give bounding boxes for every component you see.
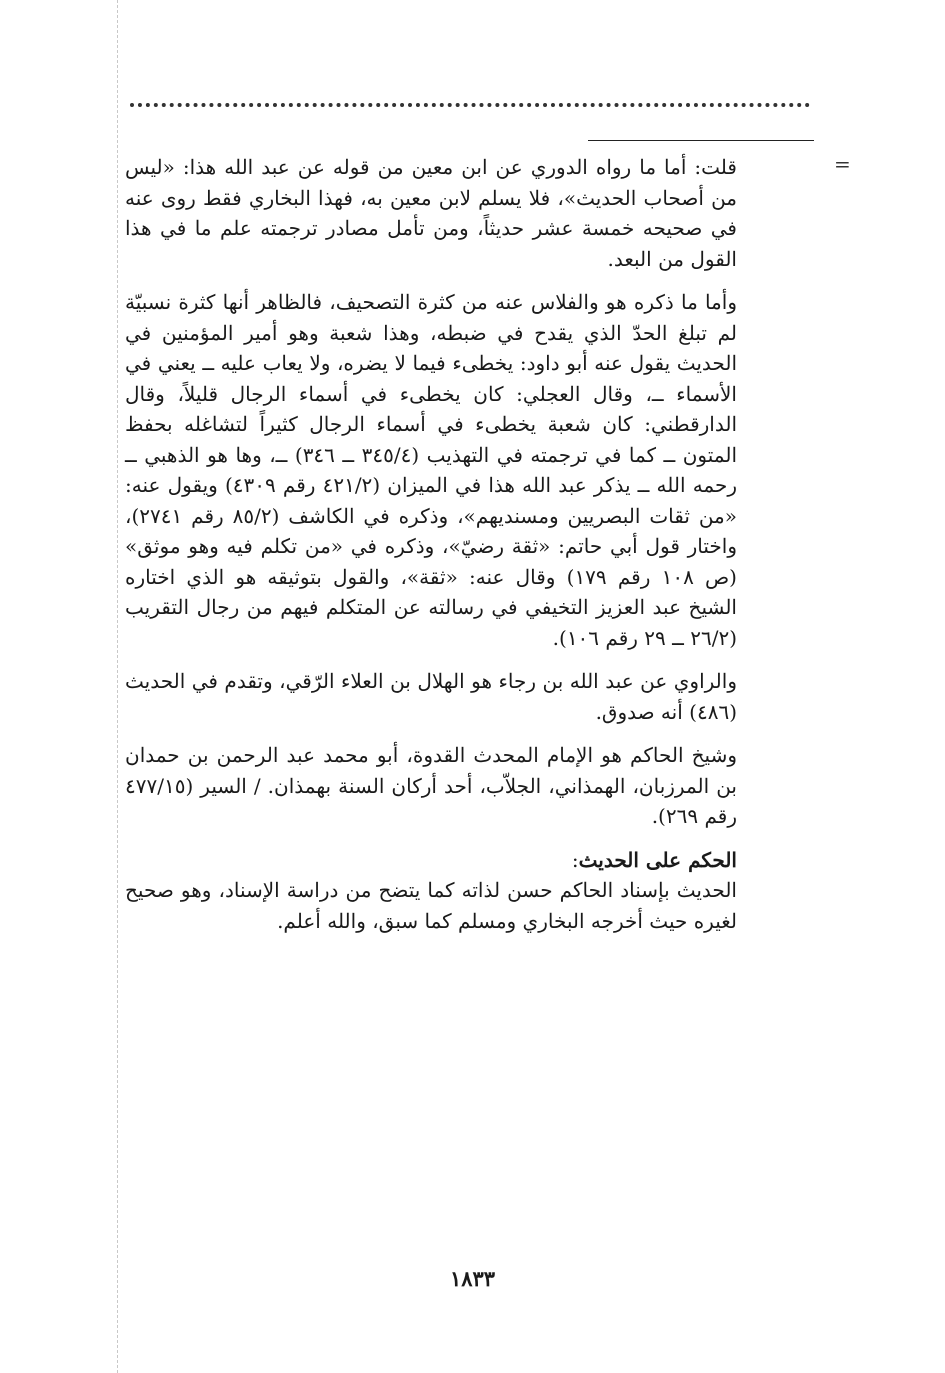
paragraph-ibn-maeen: قلت: أما ما رواه الدوري عن ابن معين من قوله عن عبد الله هذا: «ليس من أصحاب الحديث»، فلا يسلم لابن معين به، فهذا البخاري فقط روى عنه في صحيحه خمسة عشر حديثاً، ومن تأمل مصادر ترجمته علم ما في هذا القول من البعد. xyxy=(125,155,737,271)
page-number: ١٨٣٣ xyxy=(449,1266,496,1291)
dotted-separator xyxy=(130,103,810,107)
footnote-rule xyxy=(588,140,814,141)
heading-colon: : xyxy=(571,847,579,872)
continuation-mark: = xyxy=(834,152,851,176)
heading-text: الحكم على الحديث xyxy=(578,847,737,872)
paragraph-tashif: وأما ما ذكره هو والفلاس عنه من كثرة التصحيف، فالظاهر أنها كثرة نسبيّة لم تبلغ الحدّ الذي يقدح في ضبطه، وهذا شعبة وهو أمير المؤمنين في الحديث يقول عنه أبو داود: يخطىء فيما لا يضره، ولا يعاب عليه ــ يعني في الأسماء ــ، وقال العجلي: كان يخطىء في أسماء الرجال قليلاً، وقال الدارقطني: كان شعبة يخطىء في أسماء الرجال كثيراً لتشاغله بحفظ المتون ــ كما في ترجمته في التهذيب (٣٤٥/٤ ــ ٣٤٦) ــ، وها هو الذهبي ــ رحمه الله ــ يذكر عبد الله هذا في الميزان (٤٢١/٢ رقم ٤٣٠٩) ويقول عنه: «من ثقات البصريين ومسنديهم»، وذكره في الكاشف (٨٥/٢ رقم ٢٧٤١)، واختار قول أبي حاتم: «ثقة رضيّ»، وذكره في «من تكلم فيه وهو موثق» (ص ١٠٨ رقم ١٧٩) وقال عنه: «ثقة»، والقول بتوثيقه هو الذي اختاره الشيخ عبد العزيز التخيفي في رسالته عن المتكلم فيهم من رجال التقريب (٢٦/٢ ــ ٢٩ رقم ١٠٦). xyxy=(125,290,738,650)
page-margin-line xyxy=(117,0,118,1373)
paragraph-sheikh-hakim: وشيخ الحاكم هو الإمام المحدث القدوة، أبو محمد عبد الرحمن بن حمدان بن المرزبان، الهمذاني، الجلاّب، أحد أركان السنة بهمذان. / السير (٤٧٧/١٥ رقم ٢٦٩). xyxy=(125,743,737,828)
paragraph-hukm: الحديث بإسناد الحاكم حسن لذاته كما يتضح من دراسة الإسناد، وهو صحيح لغيره حيث أخرجه البخاري ومسلم كما سبق، والله أعلم. xyxy=(125,878,737,933)
paragraph-rawi: والراوي عن عبد الله بن رجاء هو الهلال بن العلاء الرّقي، وتقدم في الحديث (٤٨٦) أنه صدوق. xyxy=(125,669,737,724)
main-text xyxy=(125,152,737,949)
section-heading xyxy=(125,845,737,876)
